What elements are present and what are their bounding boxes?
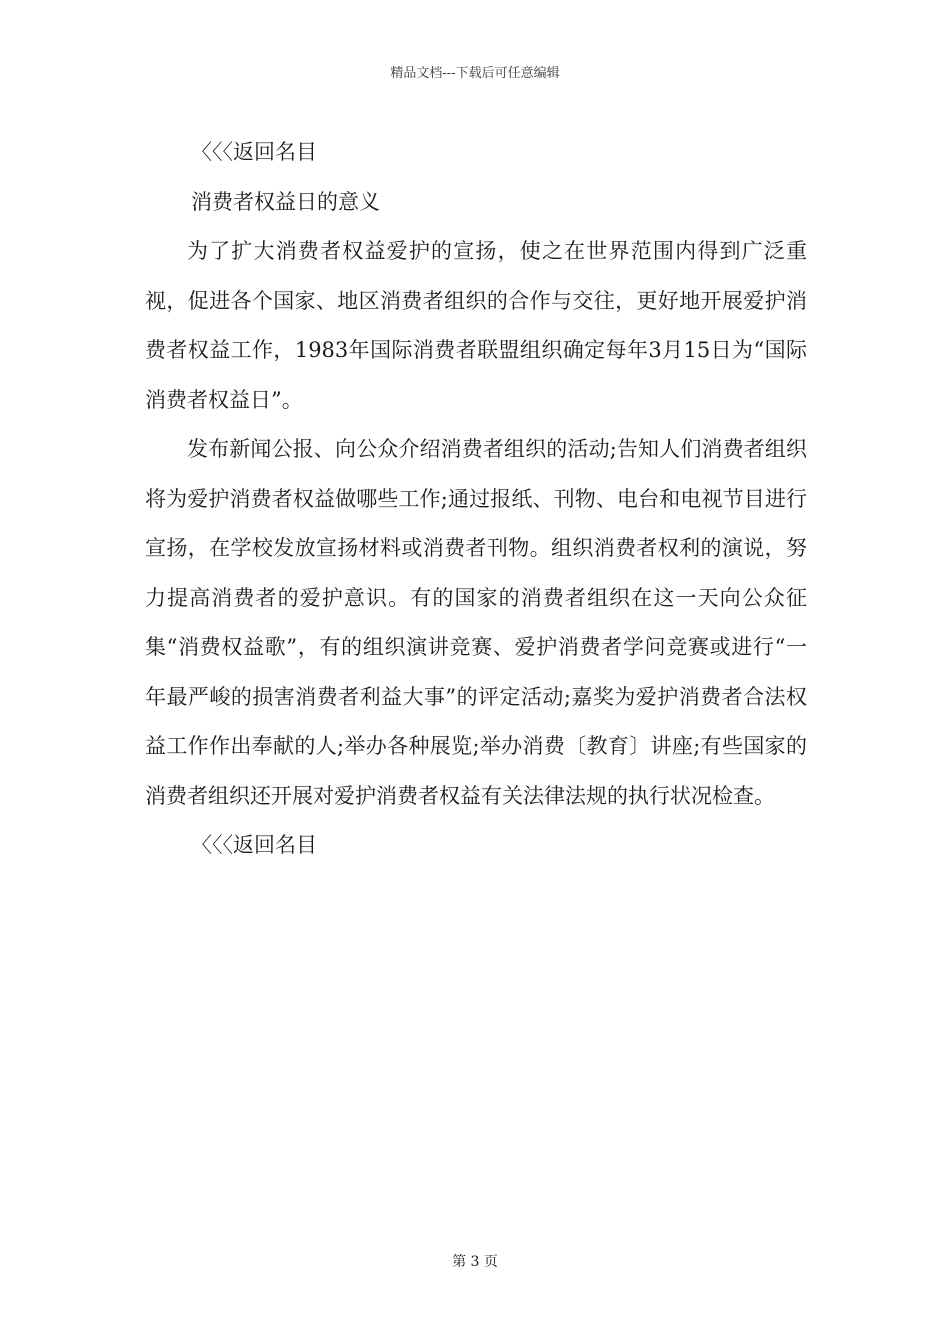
page-header: 精品文档---下载后可任意编辑 [390, 66, 560, 81]
document-body [145, 128, 807, 871]
back-to-contents-link-top[interactable]: 〈〈〈返回名目 [191, 140, 317, 164]
section-heading: 消费者权益日的意义 [191, 189, 380, 214]
back-to-contents-link-bottom[interactable]: 〈〈〈返回名目 [191, 833, 317, 857]
paragraph-intro: 为了扩大消费者权益爱护的宣扬，使之在世界范围内得到广泛重视，促进各个国家、地区消费者组织的合作与交往，更好地开展爱护消费者权益工作，1983年国际消费者联盟组织确定每年3月15日为“国际消费者权益日”。 [145, 239, 807, 412]
paragraph-activities: 发布新闻公报、向公众介绍消费者组织的活动;告知人们消费者组织将为爱护消费者权益做哪些工作;通过报纸、刊物、电台和电视节目进行宣扬，在学校发放宣扬材料或消费者刊物。组织消费者权利的演说，努力提高消费者的爱护意识。有的国家的消费者组织在这一天向公众征集“消费权益歌”，有的组织演讲竞赛、爱护消费者学问竞赛或进行“一年最严峻的损害消费者利益大事”的评定活动;嘉奖为爱护消费者合法权益工作作出奉献的人;举办各种展览;举办消费〔教育〕讲座;有些国家的消费者组织还开展对爱护消费者权益有关法律法规的执行状况检查。 [145, 437, 807, 808]
page-number: 第 3 页 [452, 1254, 498, 1270]
